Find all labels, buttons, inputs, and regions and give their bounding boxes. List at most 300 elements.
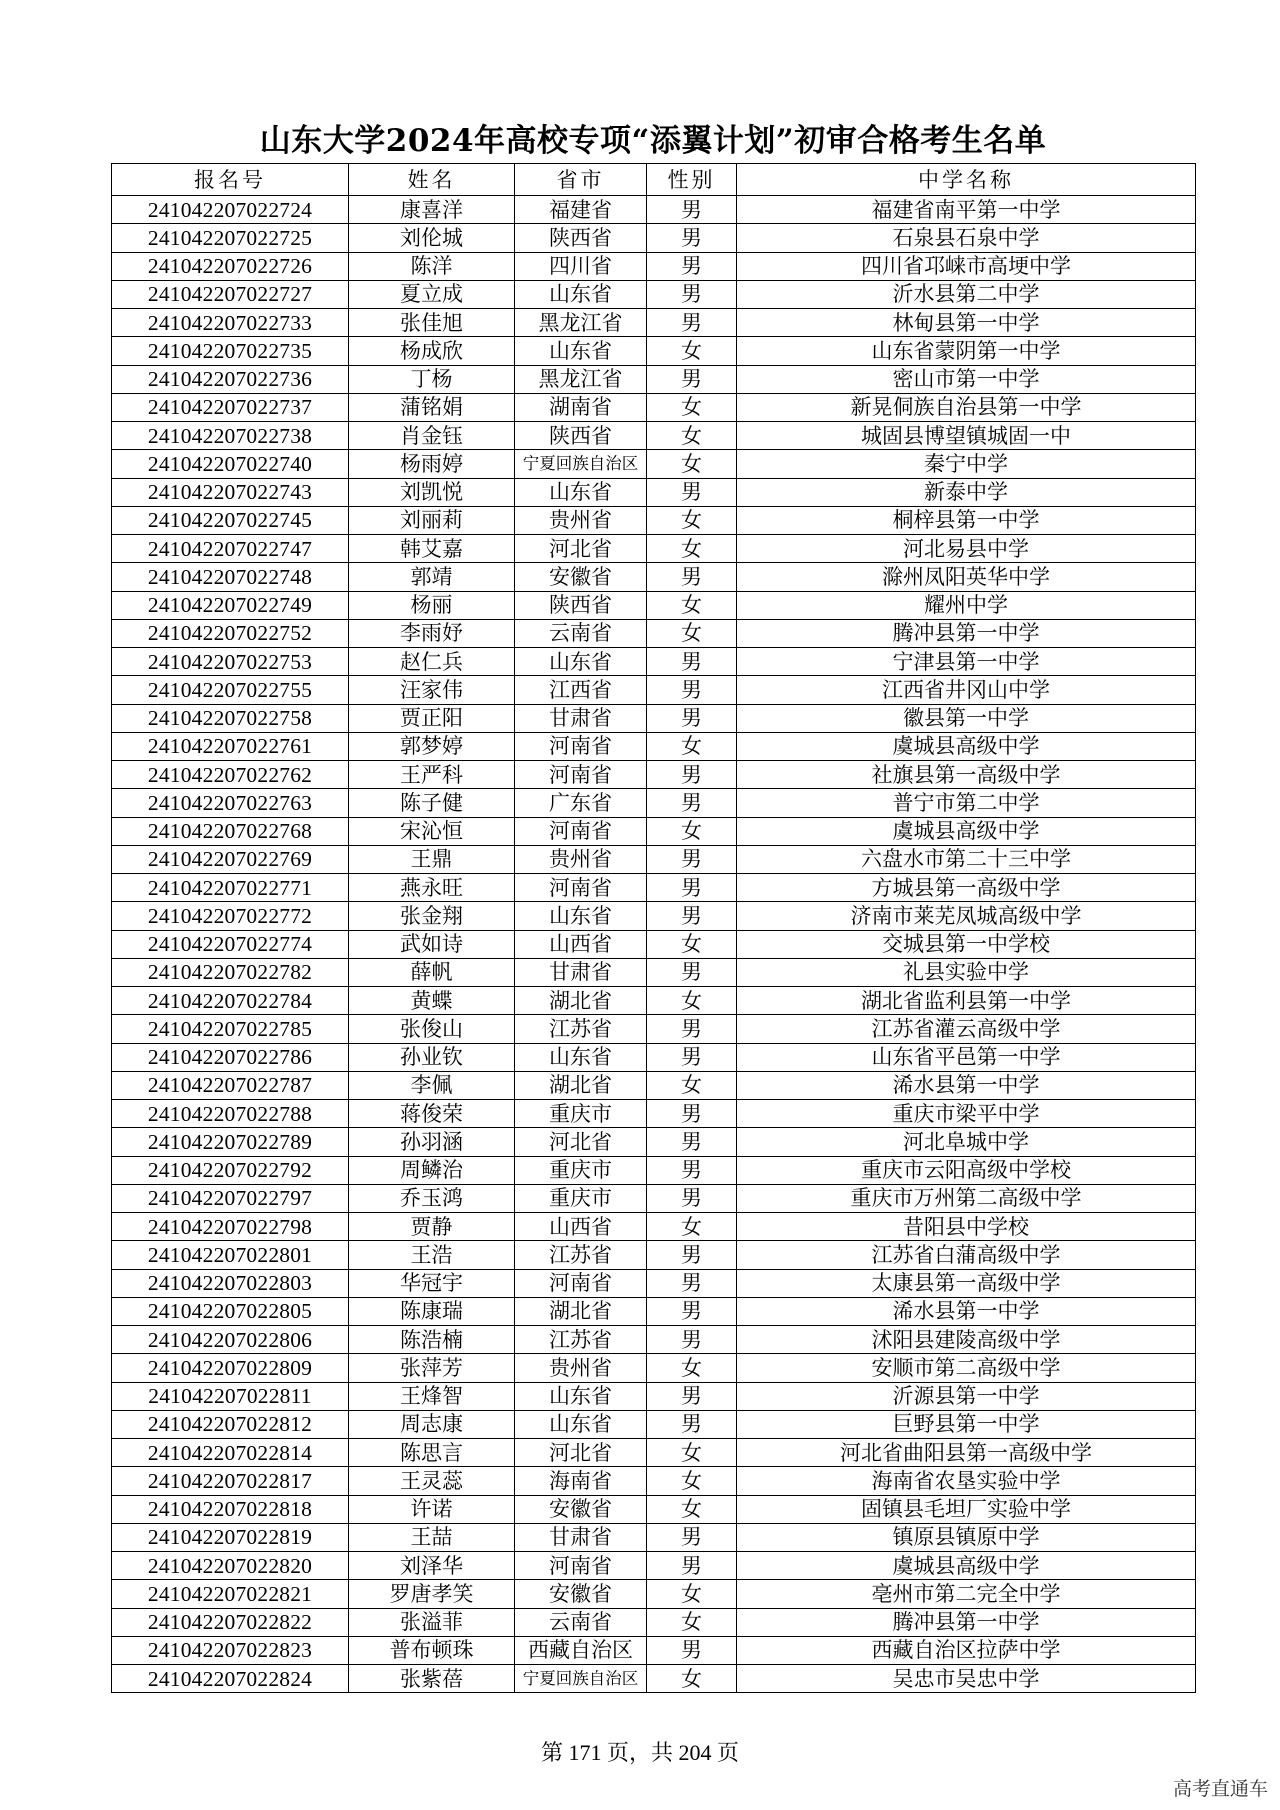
province-cell: 安徽省 bbox=[515, 1495, 647, 1523]
province-cell: 山东省 bbox=[515, 1382, 647, 1410]
table-row bbox=[112, 1100, 1196, 1128]
school-cell: 虞城县高级中学 bbox=[737, 817, 1196, 845]
name-cell: 陈浩楠 bbox=[349, 1326, 515, 1354]
registration-number-cell: 241042207022753 bbox=[112, 648, 349, 676]
name-cell: 刘丽莉 bbox=[349, 506, 515, 534]
school-cell: 河北省曲阳县第一高级中学 bbox=[737, 1439, 1196, 1467]
gender-cell: 女 bbox=[647, 930, 737, 958]
table-row bbox=[112, 1636, 1196, 1664]
table-row bbox=[112, 591, 1196, 619]
school-cell: 重庆市云阳高级中学校 bbox=[737, 1156, 1196, 1184]
school-cell: 腾冲县第一中学 bbox=[737, 619, 1196, 647]
registration-number-cell: 241042207022738 bbox=[112, 422, 349, 450]
gender-cell: 男 bbox=[647, 789, 737, 817]
table-row bbox=[112, 1382, 1196, 1410]
table-row bbox=[112, 817, 1196, 845]
province-cell: 湖南省 bbox=[515, 393, 647, 421]
registration-number-cell: 241042207022758 bbox=[112, 704, 349, 732]
table-row bbox=[112, 309, 1196, 337]
name-cell: 李佩 bbox=[349, 1071, 515, 1099]
province-cell: 甘肃省 bbox=[515, 704, 647, 732]
watermark: 高考直通车 bbox=[1172, 1778, 1268, 1800]
candidate-table bbox=[111, 163, 1196, 1693]
name-cell: 康喜洋 bbox=[349, 196, 515, 224]
province-cell: 贵州省 bbox=[515, 506, 647, 534]
gender-cell: 男 bbox=[647, 563, 737, 591]
province-cell: 山西省 bbox=[515, 1213, 647, 1241]
registration-number-cell: 241042207022823 bbox=[112, 1636, 349, 1664]
table-row bbox=[112, 619, 1196, 647]
school-cell: 普宁市第二中学 bbox=[737, 789, 1196, 817]
registration-number-cell: 241042207022817 bbox=[112, 1467, 349, 1495]
name-cell: 张佳旭 bbox=[349, 309, 515, 337]
province-cell: 河北省 bbox=[515, 535, 647, 563]
gender-cell: 男 bbox=[647, 958, 737, 986]
header-gender: 性别 bbox=[647, 164, 737, 196]
name-cell: 燕永旺 bbox=[349, 874, 515, 902]
gender-cell: 女 bbox=[647, 591, 737, 619]
school-cell: 徽县第一中学 bbox=[737, 704, 1196, 732]
name-cell: 王严科 bbox=[349, 761, 515, 789]
registration-number-cell: 241042207022803 bbox=[112, 1269, 349, 1297]
gender-cell: 男 bbox=[647, 1552, 737, 1580]
province-cell: 山东省 bbox=[515, 902, 647, 930]
gender-cell: 女 bbox=[647, 1665, 737, 1693]
school-cell: 新晃侗族自治县第一中学 bbox=[737, 393, 1196, 421]
gender-cell: 男 bbox=[647, 309, 737, 337]
school-cell: 城固县博望镇城固一中 bbox=[737, 422, 1196, 450]
header-province: 省市 bbox=[515, 164, 647, 196]
registration-number-cell: 241042207022785 bbox=[112, 1015, 349, 1043]
province-cell: 河南省 bbox=[515, 732, 647, 760]
name-cell: 王烽智 bbox=[349, 1382, 515, 1410]
table-row bbox=[112, 1043, 1196, 1071]
name-cell: 武如诗 bbox=[349, 930, 515, 958]
school-cell: 重庆市万州第二高级中学 bbox=[737, 1184, 1196, 1212]
registration-number-cell: 241042207022784 bbox=[112, 987, 349, 1015]
province-cell: 山东省 bbox=[515, 478, 647, 506]
school-cell: 虞城县高级中学 bbox=[737, 732, 1196, 760]
school-cell: 腾冲县第一中学 bbox=[737, 1608, 1196, 1636]
name-cell: 王鼎 bbox=[349, 845, 515, 873]
school-cell: 固镇县毛坦厂实验中学 bbox=[737, 1495, 1196, 1523]
registration-number-cell: 241042207022805 bbox=[112, 1297, 349, 1325]
registration-number-cell: 241042207022820 bbox=[112, 1552, 349, 1580]
province-cell: 湖北省 bbox=[515, 987, 647, 1015]
province-cell: 山东省 bbox=[515, 280, 647, 308]
school-cell: 秦宁中学 bbox=[737, 450, 1196, 478]
registration-number-cell: 241042207022761 bbox=[112, 732, 349, 760]
gender-cell: 男 bbox=[647, 1156, 737, 1184]
table-row bbox=[112, 1354, 1196, 1382]
gender-cell: 男 bbox=[647, 1241, 737, 1269]
registration-number-cell: 241042207022771 bbox=[112, 874, 349, 902]
table-row bbox=[112, 1269, 1196, 1297]
school-cell: 河北易县中学 bbox=[737, 535, 1196, 563]
province-cell: 河南省 bbox=[515, 761, 647, 789]
name-cell: 郭靖 bbox=[349, 563, 515, 591]
province-cell: 黑龙江省 bbox=[515, 365, 647, 393]
province-cell: 西藏自治区 bbox=[515, 1636, 647, 1664]
registration-number-cell: 241042207022743 bbox=[112, 478, 349, 506]
name-cell: 刘伦城 bbox=[349, 224, 515, 252]
registration-number-cell: 241042207022782 bbox=[112, 958, 349, 986]
name-cell: 杨成欣 bbox=[349, 337, 515, 365]
province-cell: 福建省 bbox=[515, 196, 647, 224]
province-cell: 江苏省 bbox=[515, 1015, 647, 1043]
registration-number-cell: 241042207022769 bbox=[112, 845, 349, 873]
gender-cell: 男 bbox=[647, 1636, 737, 1664]
province-cell: 贵州省 bbox=[515, 1354, 647, 1382]
gender-cell: 男 bbox=[647, 1382, 737, 1410]
table-row bbox=[112, 1410, 1196, 1438]
name-cell: 蒋俊荣 bbox=[349, 1100, 515, 1128]
province-cell: 河北省 bbox=[515, 1439, 647, 1467]
registration-number-cell: 241042207022792 bbox=[112, 1156, 349, 1184]
gender-cell: 男 bbox=[647, 1326, 737, 1354]
registration-number-cell: 241042207022736 bbox=[112, 365, 349, 393]
school-cell: 方城县第一高级中学 bbox=[737, 874, 1196, 902]
school-cell: 海南省农垦实验中学 bbox=[737, 1467, 1196, 1495]
name-cell: 张萍芳 bbox=[349, 1354, 515, 1382]
gender-cell: 女 bbox=[647, 1354, 737, 1382]
registration-number-cell: 241042207022762 bbox=[112, 761, 349, 789]
name-cell: 赵仁兵 bbox=[349, 648, 515, 676]
name-cell: 贾静 bbox=[349, 1213, 515, 1241]
school-cell: 重庆市梁平中学 bbox=[737, 1100, 1196, 1128]
name-cell: 陈康瑞 bbox=[349, 1297, 515, 1325]
registration-number-cell: 241042207022727 bbox=[112, 280, 349, 308]
name-cell: 王浩 bbox=[349, 1241, 515, 1269]
school-cell: 密山市第一中学 bbox=[737, 365, 1196, 393]
name-cell: 汪家伟 bbox=[349, 676, 515, 704]
table-row bbox=[112, 1523, 1196, 1551]
gender-cell: 男 bbox=[647, 1269, 737, 1297]
registration-number-cell: 241042207022735 bbox=[112, 337, 349, 365]
province-cell: 黑龙江省 bbox=[515, 309, 647, 337]
name-cell: 贾正阳 bbox=[349, 704, 515, 732]
name-cell: 杨雨婷 bbox=[349, 450, 515, 478]
table-row bbox=[112, 1184, 1196, 1212]
province-cell: 河南省 bbox=[515, 1269, 647, 1297]
school-cell: 林甸县第一中学 bbox=[737, 309, 1196, 337]
gender-cell: 男 bbox=[647, 1297, 737, 1325]
gender-cell: 男 bbox=[647, 224, 737, 252]
name-cell: 乔玉鸿 bbox=[349, 1184, 515, 1212]
table-row bbox=[112, 1213, 1196, 1241]
table-row bbox=[112, 1467, 1196, 1495]
school-cell: 滁州凤阳英华中学 bbox=[737, 563, 1196, 591]
name-cell: 罗唐孝笑 bbox=[349, 1580, 515, 1608]
province-cell: 河北省 bbox=[515, 1128, 647, 1156]
table-row bbox=[112, 930, 1196, 958]
registration-number-cell: 241042207022772 bbox=[112, 902, 349, 930]
province-cell: 海南省 bbox=[515, 1467, 647, 1495]
table-row bbox=[112, 1552, 1196, 1580]
name-cell: 王喆 bbox=[349, 1523, 515, 1551]
registration-number-cell: 241042207022809 bbox=[112, 1354, 349, 1382]
registration-number-cell: 241042207022774 bbox=[112, 930, 349, 958]
school-cell: 江苏省灌云高级中学 bbox=[737, 1015, 1196, 1043]
school-cell: 交城县第一中学校 bbox=[737, 930, 1196, 958]
header-school: 中学名称 bbox=[737, 164, 1196, 196]
gender-cell: 女 bbox=[647, 422, 737, 450]
registration-number-cell: 241042207022748 bbox=[112, 563, 349, 591]
gender-cell: 女 bbox=[647, 450, 737, 478]
table-row bbox=[112, 1326, 1196, 1354]
registration-number-cell: 241042207022818 bbox=[112, 1495, 349, 1523]
gender-cell: 女 bbox=[647, 337, 737, 365]
gender-cell: 男 bbox=[647, 252, 737, 280]
school-cell: 山东省蒙阴第一中学 bbox=[737, 337, 1196, 365]
gender-cell: 男 bbox=[647, 365, 737, 393]
header-name: 姓名 bbox=[349, 164, 515, 196]
registration-number-cell: 241042207022797 bbox=[112, 1184, 349, 1212]
registration-number-cell: 241042207022755 bbox=[112, 676, 349, 704]
province-cell: 山东省 bbox=[515, 1043, 647, 1071]
gender-cell: 男 bbox=[647, 874, 737, 902]
province-cell: 云南省 bbox=[515, 619, 647, 647]
province-cell: 湖北省 bbox=[515, 1071, 647, 1099]
gender-cell: 男 bbox=[647, 196, 737, 224]
gender-cell: 男 bbox=[647, 1043, 737, 1071]
province-cell: 安徽省 bbox=[515, 1580, 647, 1608]
table-row bbox=[112, 506, 1196, 534]
gender-cell: 女 bbox=[647, 817, 737, 845]
table-row bbox=[112, 732, 1196, 760]
province-cell: 河南省 bbox=[515, 874, 647, 902]
table-row bbox=[112, 196, 1196, 224]
gender-cell: 男 bbox=[647, 1128, 737, 1156]
gender-cell: 女 bbox=[647, 393, 737, 421]
school-cell: 六盘水市第二十三中学 bbox=[737, 845, 1196, 873]
table-row bbox=[112, 1128, 1196, 1156]
table-row bbox=[112, 761, 1196, 789]
gender-cell: 女 bbox=[647, 1439, 737, 1467]
name-cell: 张金翔 bbox=[349, 902, 515, 930]
name-cell: 丁杨 bbox=[349, 365, 515, 393]
school-cell: 巨野县第一中学 bbox=[737, 1410, 1196, 1438]
name-cell: 张溢菲 bbox=[349, 1608, 515, 1636]
gender-cell: 女 bbox=[647, 619, 737, 647]
table-row bbox=[112, 365, 1196, 393]
registration-number-cell: 241042207022806 bbox=[112, 1326, 349, 1354]
province-cell: 陕西省 bbox=[515, 224, 647, 252]
table-row bbox=[112, 252, 1196, 280]
province-cell: 湖北省 bbox=[515, 1297, 647, 1325]
province-cell: 广东省 bbox=[515, 789, 647, 817]
province-cell: 山东省 bbox=[515, 1410, 647, 1438]
school-cell: 沭阳县建陵高级中学 bbox=[737, 1326, 1196, 1354]
school-cell: 礼县实验中学 bbox=[737, 958, 1196, 986]
gender-cell: 女 bbox=[647, 987, 737, 1015]
table-row bbox=[112, 958, 1196, 986]
gender-cell: 女 bbox=[647, 1213, 737, 1241]
name-cell: 张紫蓓 bbox=[349, 1665, 515, 1693]
table-header-row bbox=[112, 164, 1196, 196]
province-cell: 山东省 bbox=[515, 648, 647, 676]
table-row bbox=[112, 224, 1196, 252]
name-cell: 周鳞治 bbox=[349, 1156, 515, 1184]
table-row bbox=[112, 337, 1196, 365]
name-cell: 黄蝶 bbox=[349, 987, 515, 1015]
gender-cell: 男 bbox=[647, 478, 737, 506]
name-cell: 许诺 bbox=[349, 1495, 515, 1523]
table-row bbox=[112, 704, 1196, 732]
table-row bbox=[112, 1495, 1196, 1523]
table-row bbox=[112, 1071, 1196, 1099]
registration-number-cell: 241042207022814 bbox=[112, 1439, 349, 1467]
name-cell: 蒲铭娟 bbox=[349, 393, 515, 421]
province-cell: 安徽省 bbox=[515, 563, 647, 591]
gender-cell: 女 bbox=[647, 535, 737, 563]
gender-cell: 男 bbox=[647, 1184, 737, 1212]
table-row bbox=[112, 1608, 1196, 1636]
school-cell: 济南市莱芜凤城高级中学 bbox=[737, 902, 1196, 930]
registration-number-cell: 241042207022752 bbox=[112, 619, 349, 647]
gender-cell: 女 bbox=[647, 506, 737, 534]
gender-cell: 男 bbox=[647, 1410, 737, 1438]
name-cell: 杨丽 bbox=[349, 591, 515, 619]
name-cell: 陈洋 bbox=[349, 252, 515, 280]
school-cell: 湖北省监利县第一中学 bbox=[737, 987, 1196, 1015]
school-cell: 江苏省白蒲高级中学 bbox=[737, 1241, 1196, 1269]
name-cell: 陈子健 bbox=[349, 789, 515, 817]
registration-number-cell: 241042207022821 bbox=[112, 1580, 349, 1608]
table-row bbox=[112, 789, 1196, 817]
school-cell: 耀州中学 bbox=[737, 591, 1196, 619]
registration-number-cell: 241042207022822 bbox=[112, 1608, 349, 1636]
table-row bbox=[112, 902, 1196, 930]
gender-cell: 男 bbox=[647, 761, 737, 789]
registration-number-cell: 241042207022801 bbox=[112, 1241, 349, 1269]
registration-number-cell: 241042207022733 bbox=[112, 309, 349, 337]
name-cell: 周志康 bbox=[349, 1410, 515, 1438]
registration-number-cell: 241042207022788 bbox=[112, 1100, 349, 1128]
table-row bbox=[112, 422, 1196, 450]
registration-number-cell: 241042207022740 bbox=[112, 450, 349, 478]
gender-cell: 女 bbox=[647, 1071, 737, 1099]
table-row bbox=[112, 874, 1196, 902]
gender-cell: 女 bbox=[647, 1608, 737, 1636]
gender-cell: 男 bbox=[647, 1015, 737, 1043]
registration-number-cell: 241042207022726 bbox=[112, 252, 349, 280]
gender-cell: 女 bbox=[647, 1495, 737, 1523]
gender-cell: 女 bbox=[647, 732, 737, 760]
school-cell: 江西省井冈山中学 bbox=[737, 676, 1196, 704]
name-cell: 华冠宇 bbox=[349, 1269, 515, 1297]
province-cell: 重庆市 bbox=[515, 1156, 647, 1184]
school-cell: 安顺市第二高级中学 bbox=[737, 1354, 1196, 1382]
province-cell: 江苏省 bbox=[515, 1241, 647, 1269]
province-cell: 宁夏回族自治区 bbox=[515, 450, 647, 478]
province-cell: 河南省 bbox=[515, 1552, 647, 1580]
name-cell: 夏立成 bbox=[349, 280, 515, 308]
school-cell: 浠水县第一中学 bbox=[737, 1297, 1196, 1325]
school-cell: 沂水县第二中学 bbox=[737, 280, 1196, 308]
registration-number-cell: 241042207022747 bbox=[112, 535, 349, 563]
registration-number-cell: 241042207022811 bbox=[112, 1382, 349, 1410]
table-row bbox=[112, 478, 1196, 506]
province-cell: 贵州省 bbox=[515, 845, 647, 873]
province-cell: 山东省 bbox=[515, 337, 647, 365]
province-cell: 江西省 bbox=[515, 676, 647, 704]
school-cell: 宁津县第一中学 bbox=[737, 648, 1196, 676]
name-cell: 孙业钦 bbox=[349, 1043, 515, 1071]
school-cell: 四川省邛崃市高埂中学 bbox=[737, 252, 1196, 280]
province-cell: 甘肃省 bbox=[515, 958, 647, 986]
name-cell: 李雨妤 bbox=[349, 619, 515, 647]
registration-number-cell: 241042207022724 bbox=[112, 196, 349, 224]
school-cell: 吴忠市吴忠中学 bbox=[737, 1665, 1196, 1693]
gender-cell: 男 bbox=[647, 648, 737, 676]
table-row bbox=[112, 1439, 1196, 1467]
registration-number-cell: 241042207022787 bbox=[112, 1071, 349, 1099]
registration-number-cell: 241042207022737 bbox=[112, 393, 349, 421]
province-cell: 陕西省 bbox=[515, 591, 647, 619]
header-registration-number: 报名号 bbox=[112, 164, 349, 196]
registration-number-cell: 241042207022789 bbox=[112, 1128, 349, 1156]
school-cell: 西藏自治区拉萨中学 bbox=[737, 1636, 1196, 1664]
table-row bbox=[112, 280, 1196, 308]
province-cell: 陕西省 bbox=[515, 422, 647, 450]
table-row bbox=[112, 676, 1196, 704]
name-cell: 郭梦婷 bbox=[349, 732, 515, 760]
province-cell: 河南省 bbox=[515, 817, 647, 845]
gender-cell: 男 bbox=[647, 1523, 737, 1551]
school-cell: 亳州市第二完全中学 bbox=[737, 1580, 1196, 1608]
registration-number-cell: 241042207022812 bbox=[112, 1410, 349, 1438]
province-cell: 甘肃省 bbox=[515, 1523, 647, 1551]
school-cell: 新泰中学 bbox=[737, 478, 1196, 506]
name-cell: 薛帆 bbox=[349, 958, 515, 986]
school-cell: 沂源县第一中学 bbox=[737, 1382, 1196, 1410]
page-number: 第 171 页，共 204 页 bbox=[540, 1740, 739, 1765]
province-cell: 重庆市 bbox=[515, 1100, 647, 1128]
school-cell: 石泉县石泉中学 bbox=[737, 224, 1196, 252]
school-cell: 昔阳县中学校 bbox=[737, 1213, 1196, 1241]
school-cell: 太康县第一高级中学 bbox=[737, 1269, 1196, 1297]
name-cell: 宋沁恒 bbox=[349, 817, 515, 845]
registration-number-cell: 241042207022786 bbox=[112, 1043, 349, 1071]
table-body bbox=[112, 196, 1196, 1693]
table-row bbox=[112, 535, 1196, 563]
province-cell: 宁夏回族自治区 bbox=[515, 1665, 647, 1693]
school-cell: 河北阜城中学 bbox=[737, 1128, 1196, 1156]
gender-cell: 男 bbox=[647, 845, 737, 873]
registration-number-cell: 241042207022763 bbox=[112, 789, 349, 817]
table-row bbox=[112, 393, 1196, 421]
province-cell: 山西省 bbox=[515, 930, 647, 958]
gender-cell: 男 bbox=[647, 676, 737, 704]
province-cell: 江苏省 bbox=[515, 1326, 647, 1354]
province-cell: 四川省 bbox=[515, 252, 647, 280]
name-cell: 陈思言 bbox=[349, 1439, 515, 1467]
name-cell: 刘泽华 bbox=[349, 1552, 515, 1580]
province-cell: 重庆市 bbox=[515, 1184, 647, 1212]
gender-cell: 女 bbox=[647, 1580, 737, 1608]
table-row bbox=[112, 1297, 1196, 1325]
table-row bbox=[112, 1665, 1196, 1693]
registration-number-cell: 241042207022749 bbox=[112, 591, 349, 619]
gender-cell: 女 bbox=[647, 1467, 737, 1495]
registration-number-cell: 241042207022824 bbox=[112, 1665, 349, 1693]
school-cell: 社旗县第一高级中学 bbox=[737, 761, 1196, 789]
table-row bbox=[112, 648, 1196, 676]
name-cell: 刘凯悦 bbox=[349, 478, 515, 506]
school-cell: 山东省平邑第一中学 bbox=[737, 1043, 1196, 1071]
name-cell: 孙羽涵 bbox=[349, 1128, 515, 1156]
